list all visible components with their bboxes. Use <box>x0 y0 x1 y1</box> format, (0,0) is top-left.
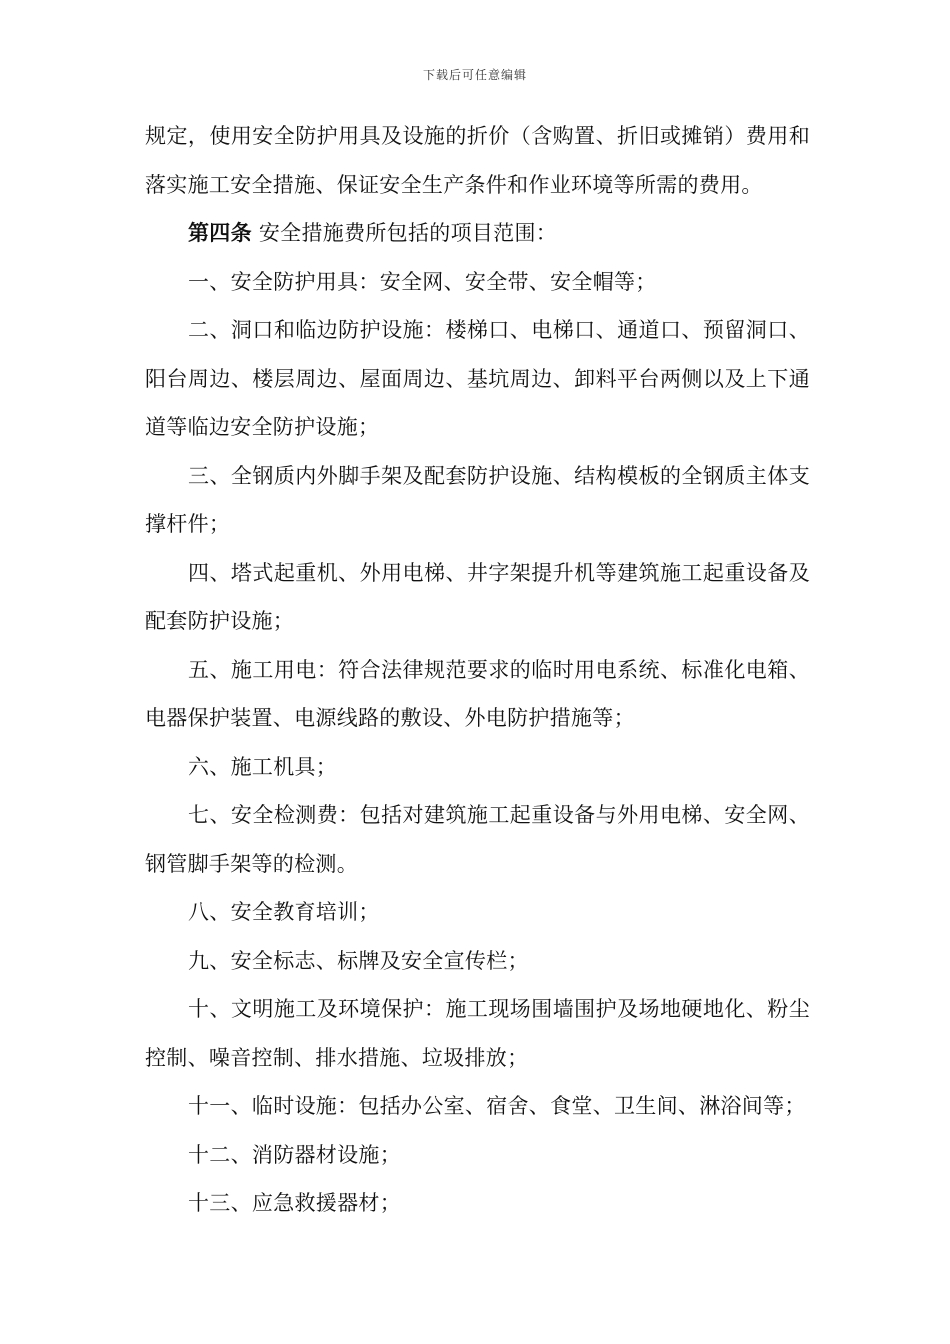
list-item-10: 十、文明施工及环境保护：施工现场围墙围护及场地硬地化、粉尘控制、噪音控制、排水措施、垃圾排放； <box>145 997 810 1070</box>
article-number: 第四条 <box>188 220 252 245</box>
article-title: 安全措施费所包括的项目范围： <box>251 221 558 245</box>
paragraph-continuation: 规定，使用安全防护用具及设施的折价（含购置、折旧或摊销）费用和落实施工安全措施、保证安全生产条件和作业环境等所需的费用。 <box>145 124 810 197</box>
list-item-4: 四、塔式起重机、外用电梯、井字架提升机等建筑施工起重设备及配套防护设施； <box>145 560 810 633</box>
document-body <box>145 112 810 1228</box>
list-item-6: 六、施工机具； <box>188 754 338 779</box>
list-item-9: 九、安全标志、标牌及安全宣传栏； <box>188 948 529 973</box>
list-item-8: 八、安全教育培训； <box>188 900 380 924</box>
list-item-5: 五、施工用电：符合法律规范要求的临时用电系统、标准化电箱、电器保护装置、电源线路的敷设、外电防护措施等； <box>145 657 810 730</box>
list-item-3: 三、全钢质内外脚手架及配套防护设施、结构模板的全钢质主体支撑杆件； <box>145 463 810 536</box>
list-item-1: 一、安全防护用具：安全网、安全带、安全帽等； <box>188 269 657 294</box>
list-item-13: 十三、应急救援器材； <box>188 1191 401 1215</box>
list-item-11: 十一、临时设施：包括办公室、宿舍、食堂、卫生间、淋浴间等； <box>188 1094 806 1118</box>
list-item-12: 十二、消防器材设施； <box>188 1142 401 1167</box>
article-four-heading <box>145 209 810 258</box>
list-item-7: 七、安全检测费：包括对建筑施工起重设备与外用电梯、安全网、钢管脚手架等的检测。 <box>145 803 810 876</box>
list-item-2: 二、洞口和临边防护设施：楼梯口、电梯口、通道口、预留洞口、阳台周边、楼层周边、屋面周边、基坑周边、卸料平台两侧以及上下通道等临边安全防护设施； <box>145 318 810 439</box>
page-header: 下载后可任意编辑 <box>422 68 527 82</box>
